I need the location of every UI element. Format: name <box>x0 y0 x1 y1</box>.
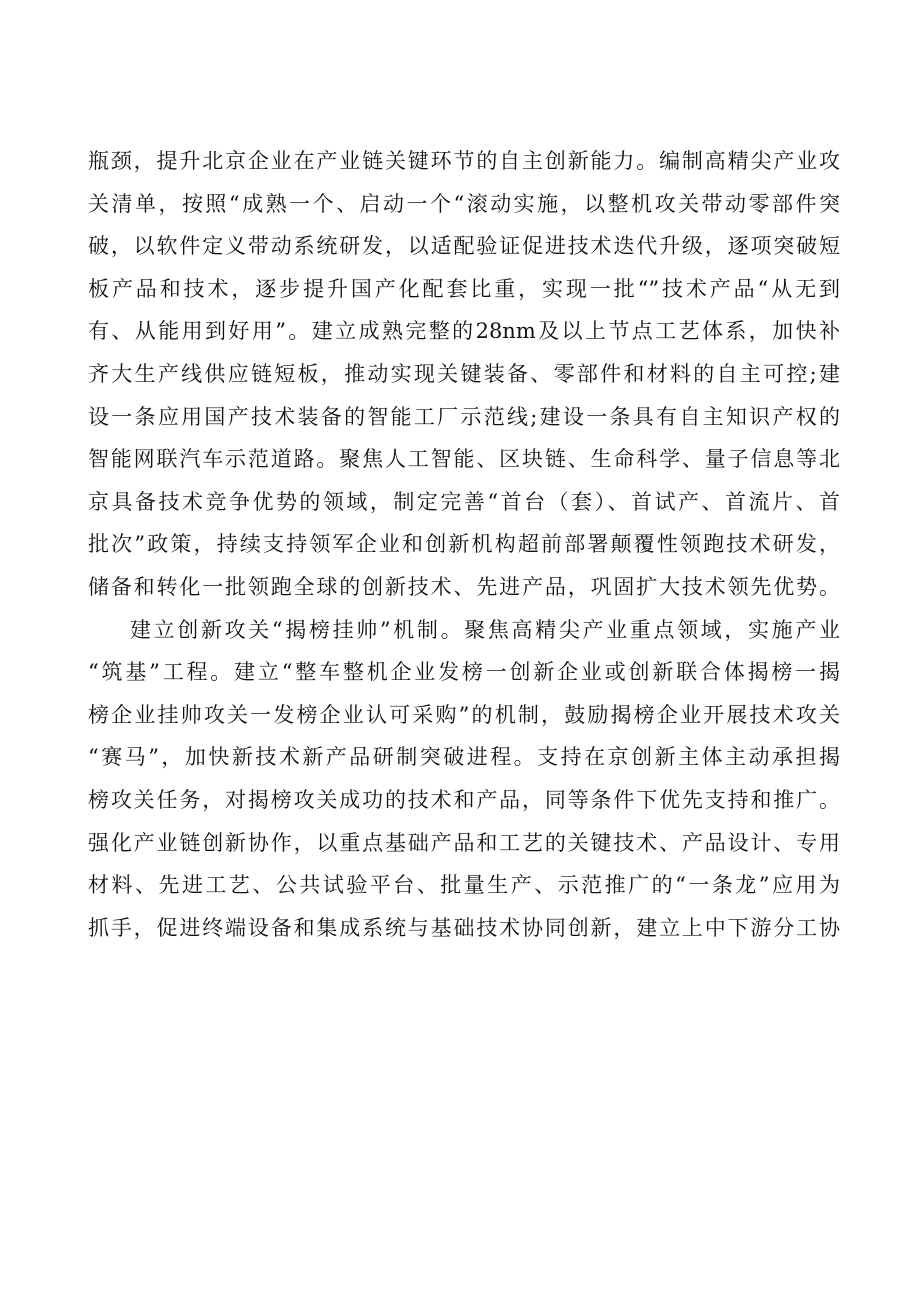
text-line: 京具备技术竞争优势的领域，制定完善“首台（套）、首试产、首流片、首 <box>88 489 840 514</box>
text-line: 智能网联汽车示范道路。聚焦人工智能、区块链、生命科学、量子信息等北 <box>88 447 840 472</box>
text-line: “赛马”，加快新技术新产品研制突破进程。支持在京创新主体主动承担揭 <box>88 745 840 770</box>
text-line: 储备和转化一批领跑全球的创新技术、先进产品，巩固扩大技术领先优势。 <box>88 574 840 599</box>
text-line: 齐大生产线供应链短板，推动实现关键装备、零部件和材料的自主可控;建 <box>88 361 840 386</box>
text-line: 关清单，按照“成熟一个、启动一个“滚动实施，以整机攻关带动零部件突 <box>88 191 840 216</box>
text-line: 有、从能用到好用”。建立成熟完整的28nm及以上节点工艺体系，加快补 <box>88 319 840 344</box>
paragraph-1 <box>88 140 840 609</box>
text-line: 设一条应用国产技术装备的智能工厂示范线;建设一条具有自主知识产权的 <box>88 404 840 429</box>
text-line: 板产品和技术，逐步提升国产化配套比重，实现一批“”技术产品“从无到 <box>88 276 840 301</box>
text-line: 建立创新攻关“揭榜挂帅”机制。聚焦高精尖产业重点领域，实施产业 <box>130 617 840 642</box>
text-line: 瓶颈，提升北京企业在产业链关键环节的自主创新能力。编制高精尖产业攻 <box>88 149 840 173</box>
text-line: 批次”政策，持续支持领军企业和创新机构超前部署颠覆性领跑技术研发， <box>88 532 840 557</box>
text-line: “筑基”工程。建立“整车整机企业发榜一创新企业或创新联合体揭榜一揭 <box>88 660 840 685</box>
text-line: 榜攻关任务，对揭榜攻关成功的技术和产品，同等条件下优先支持和推广。 <box>88 787 840 812</box>
text-line: 材料、先进工艺、公共试验平台、批量生产、示范推广的“一条龙”应用为 <box>88 873 840 898</box>
text-line: 强化产业链创新协作，以重点基础产品和工艺的关键技术、产品设计、专用 <box>88 830 840 855</box>
text-line: 破，以软件定义带动系统研发，以适配验证促进技术迭代升级，逐项突破短 <box>88 234 840 259</box>
body-text <box>88 140 840 949</box>
paragraph-2 <box>88 609 840 950</box>
text-line: 抓手，促进终端设备和集成系统与基础技术协同创新，建立上中下游分工协 <box>88 915 840 940</box>
text-line: 榜企业挂帅攻关一发榜企业认可采购”的机制，鼓励揭榜企业开展技术攻关 <box>88 702 840 727</box>
